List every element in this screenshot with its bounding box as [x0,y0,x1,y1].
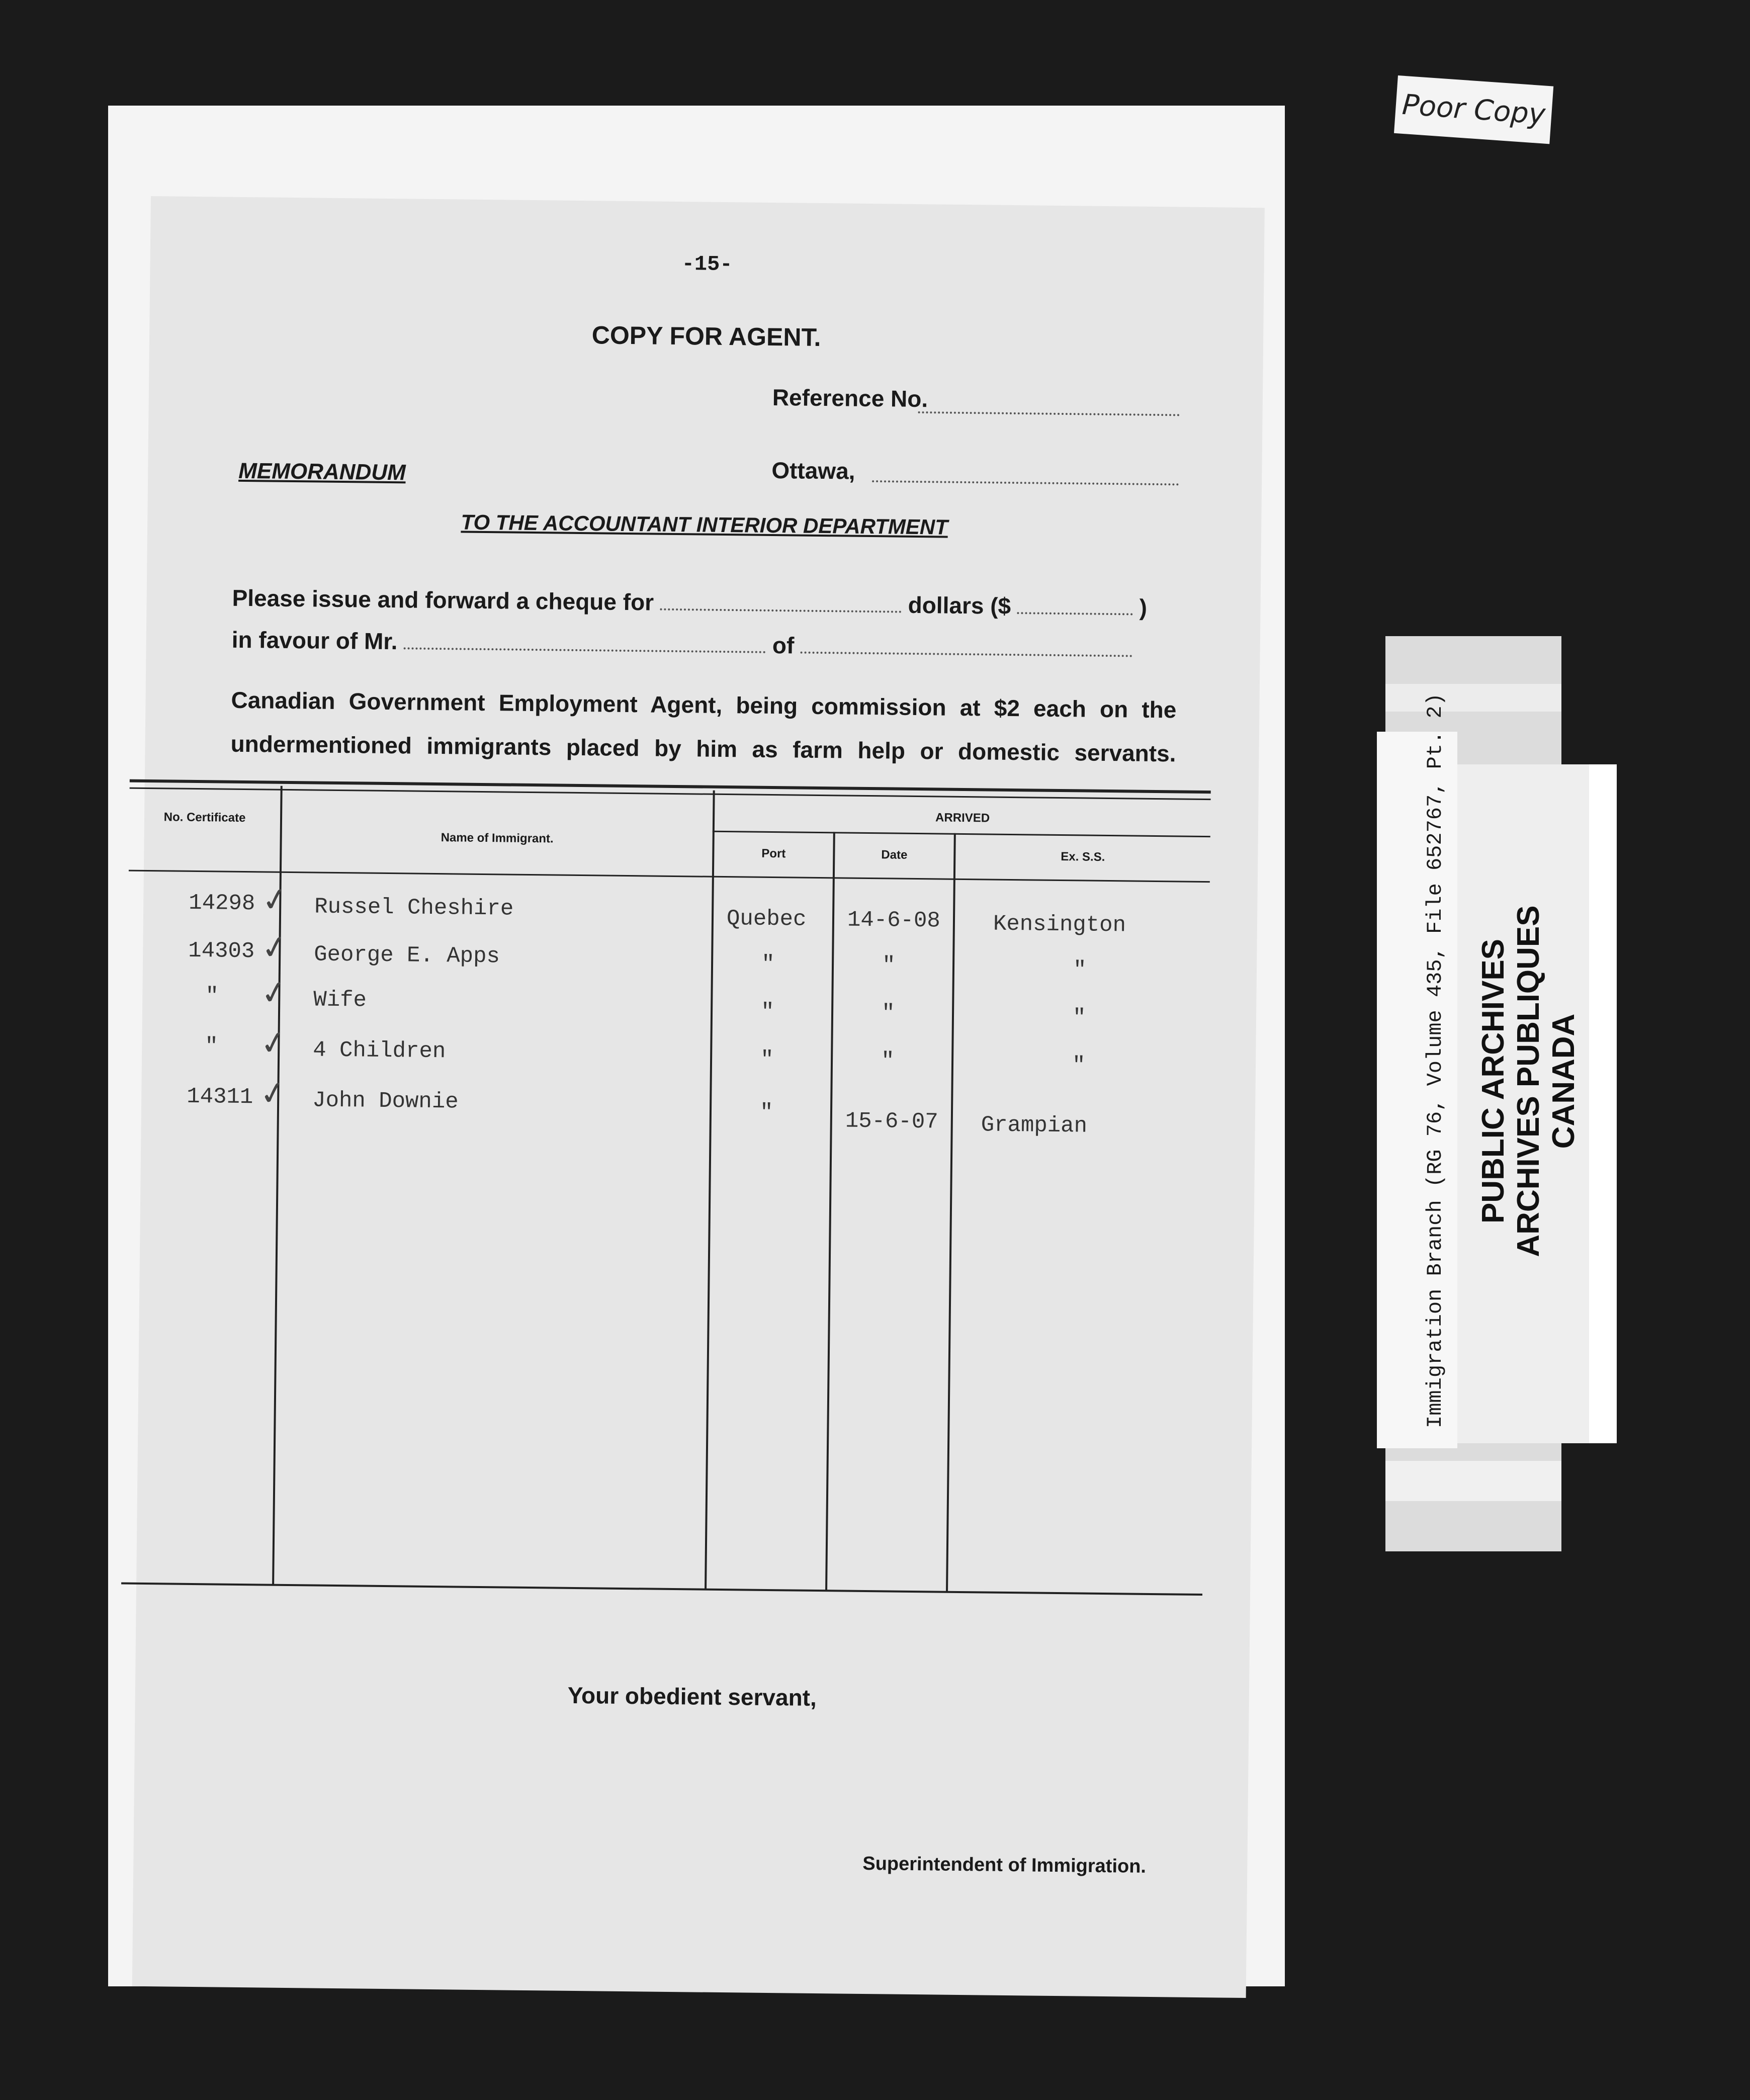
amount-words-field [660,603,902,613]
table-bottom-rule [121,1583,1202,1596]
port-cell: " [759,1100,773,1126]
port-cell: " [760,999,774,1025]
arrived-header: ARRIVED [935,811,990,825]
name-cell: 4 Children [312,1037,446,1065]
ship-cell: " [1072,1005,1086,1031]
check-mark-icon: ✓ [258,879,292,921]
favour-text: in favour of Mr. [231,626,398,655]
certificate-cell: 14298 [189,890,255,917]
archive-card-edge [1589,764,1617,1443]
memorandum-form [132,196,1265,1998]
page-number: -15- [681,252,733,277]
check-mark-icon: ✓ [257,1022,290,1064]
ship-cell: Kensington [993,911,1126,938]
placement-line: undermentioned immigrants placed by him as farm help or domestic servants. [230,730,1176,767]
date-cell: " [881,1001,895,1026]
ship-cell: Grampian [981,1112,1088,1139]
certificate-cell: 14303 [188,938,255,965]
name-cell: George E. Apps [313,942,500,970]
date-cell: 15-6-07 [845,1108,938,1135]
date-cell: 14-6-08 [847,907,941,934]
col-divider-2 [705,791,715,1590]
date-header: Date [881,848,908,862]
name-header: Name of Immigrant. [441,831,554,846]
certificate-cell: 14311 [186,1084,253,1110]
check-mark-icon: ✓ [258,927,291,969]
arrived-rule [713,831,1210,837]
amount-figure-field [1017,607,1133,615]
header-bottom-rule [129,870,712,878]
copy-title: COPY FOR AGENT. [591,321,821,352]
table-top-rule [130,779,1211,794]
poor-copy-label: Poor Copy [1394,75,1553,144]
reference-field [918,411,1180,416]
addressee: TO THE ACCOUNTANT INTERIOR DEPARTMENT [461,510,948,539]
archive-country: CANADA [1546,1013,1581,1149]
of-text: of [772,632,795,659]
certificate-cell: " [205,984,219,1009]
certificate-header: No. Certificate [163,810,246,825]
ship-cell: " [1073,957,1087,983]
archive-name-fr: ARCHIVES PUBLIQUES [1511,905,1546,1257]
dollars-text: dollars ($ [908,591,1011,619]
certificate-cell: " [205,1034,218,1060]
col-divider-3 [825,832,835,1591]
port-cell: " [760,1047,774,1073]
reference-label: Reference No. [772,384,928,412]
ottawa-label: Ottawa, [771,457,855,484]
ship-header: Ex. S.S. [1061,850,1105,864]
port-cell: " [761,951,775,978]
favour-line [231,617,1177,672]
archive-stamp [1476,885,1582,1277]
date-cell: " [882,953,896,979]
cheque-text: Please issue and forward a cheque for [232,584,654,616]
col-divider-4 [946,833,956,1593]
name-cell: Wife [313,987,367,1013]
archive-name-en: PUBLIC ARCHIVES [1476,938,1511,1224]
name-cell: John Downie [312,1088,459,1115]
payee-field [404,642,766,653]
archive-tag-band [1385,1461,1561,1501]
signature-title: Superintendent of Immigration. [862,1853,1147,1877]
file-reference-label: Immigration Branch (RG 76, Volume 435, File 652767, Pt. 2) [1423,693,1447,1428]
memorandum-title: MEMORANDUM [238,458,406,485]
closing-text: Your obedient servant, [567,1682,817,1711]
commission-line: Canadian Government Employment Agent, being commission at $2 each on the [231,686,1177,723]
paren-close: ) [1139,594,1148,621]
port-cell: Quebec [726,906,807,932]
archive-tag-band [1385,684,1561,712]
immigrant-table [121,779,1211,1595]
date-cell: " [881,1048,895,1074]
date-field [872,480,1179,485]
location-field [801,647,1132,657]
ship-cell: " [1072,1053,1086,1079]
check-mark-icon: ✓ [256,1073,290,1114]
name-cell: Russel Cheshire [314,894,514,922]
check-mark-icon: ✓ [257,972,291,1014]
port-header: Port [761,846,786,861]
subheader-bottom-rule [712,876,1210,883]
